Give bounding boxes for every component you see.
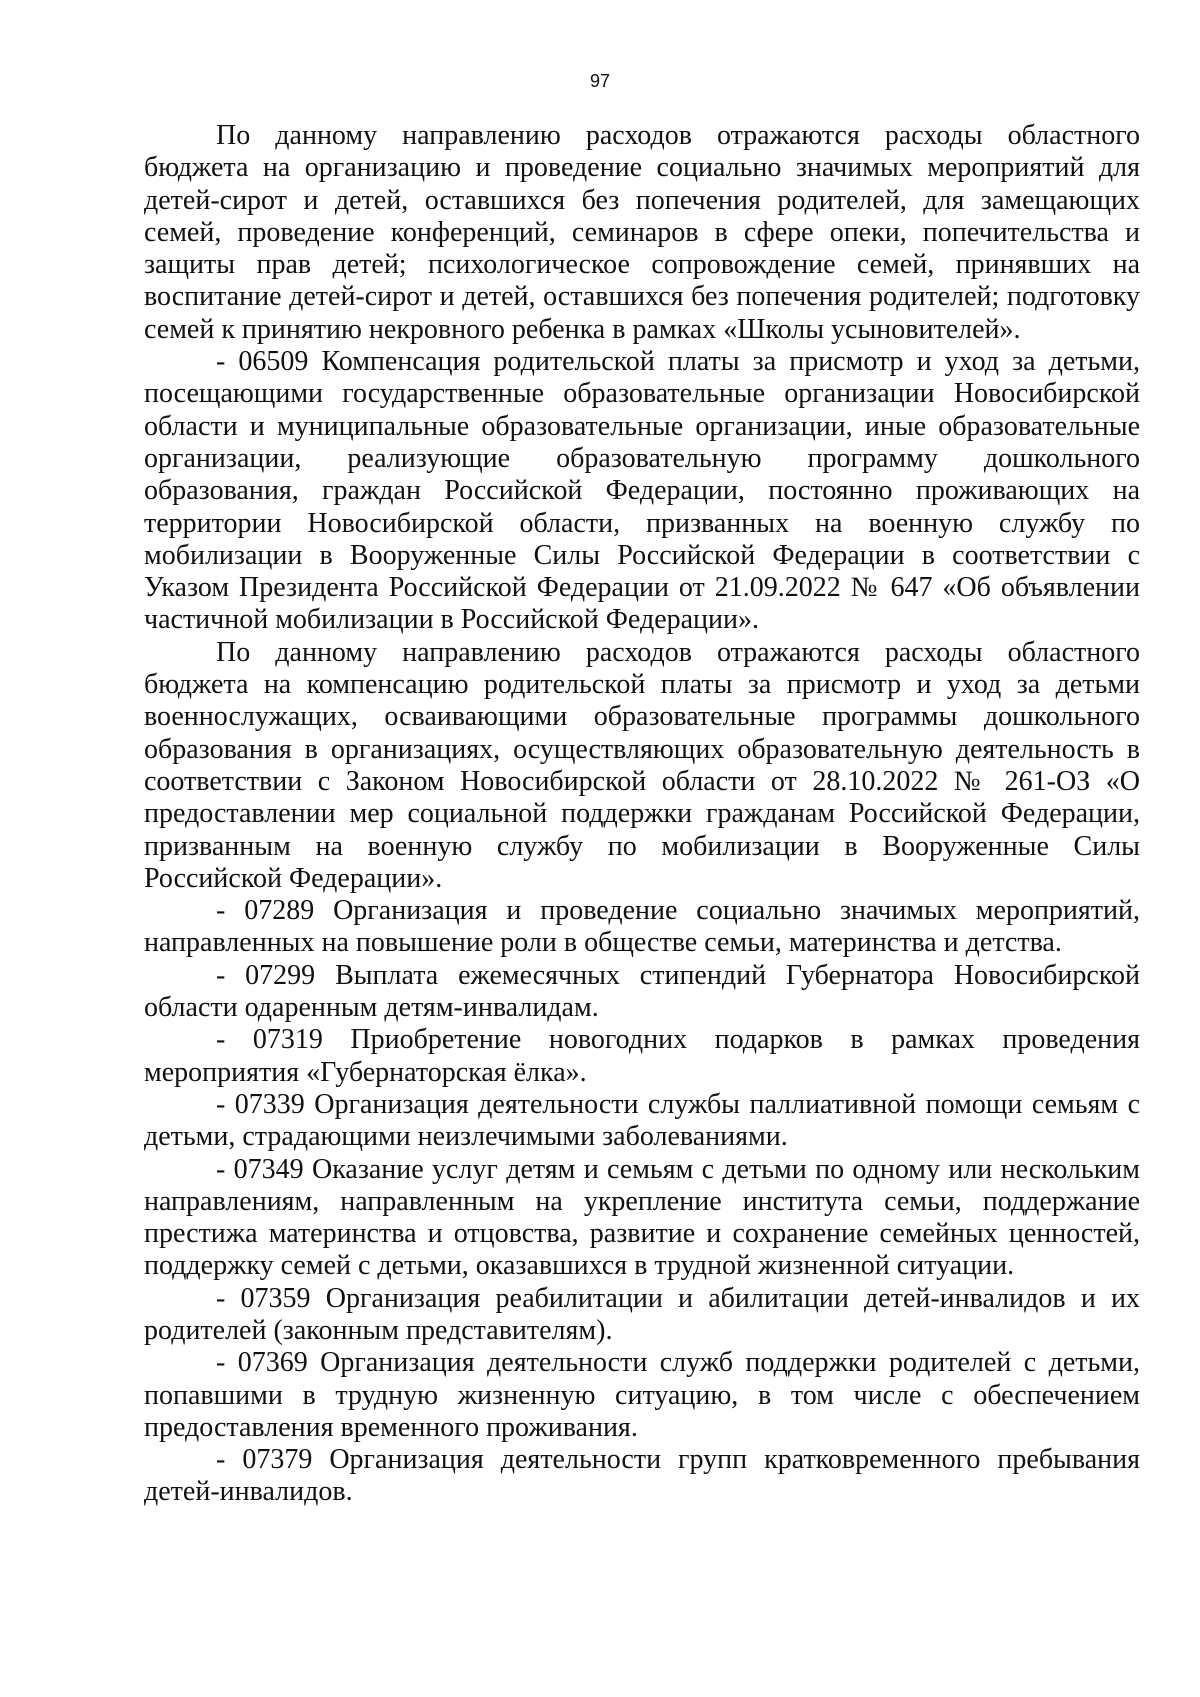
paragraph-text: По данному направлению расходов отражаются расходы областного бюджета на организацию и проведение социально значимых мероприятий для детей-сирот и детей, оставшихся без попечения родителей, для замещающих семей, проведение конференций, семинаров в сфере опеки, попечительства и защиты прав детей; психологическое сопровождение семей, принявших на воспитание детей-сирот и детей, оставшихся без попечения родителей; подготовку семей к принятию некровного ребенка в рамках «Школы усыновителей». xyxy=(144,120,1140,345)
expense-code: - 07359 xyxy=(216,1282,311,1314)
paragraph-07289 xyxy=(144,895,1140,960)
paragraph-07319 xyxy=(144,1024,1140,1089)
document-body xyxy=(144,120,1140,1509)
paragraph-intro-orphans xyxy=(144,120,1140,346)
paragraph-text: Компенсация родительской платы за присмотр и уход за детьми, посещающими государственные образовательные организации Новосибирской области и муниципальные образовательные организации, иные образовательные организации, реализующие образовательную программу дошкольного образования, граждан Российской Федерации, постоянно проживающих на территории Новосибирской области, призванных на военную службу по мобилизации в Вооруженные Силы Российской Федерации в соответствии с Указом Президента Российской Федерации от 21.09.2022 № 647 «Об объявлении частичной мобилизации в Российской Федерации». xyxy=(144,346,1140,636)
expense-code: - 07289 xyxy=(216,895,315,927)
paragraph-text: Приобретение новогодних подарков в рамках проведения мероприятия «Губернаторская ёлка». xyxy=(144,1024,1141,1088)
expense-code: - 07379 xyxy=(216,1444,313,1476)
paragraph-text: Организация деятельности службы паллиативной помощи семьям с детьми, страдающими неизлечимыми заболеваниями. xyxy=(144,1088,1140,1153)
expense-code: - 07319 xyxy=(216,1024,323,1056)
paragraph-07339 xyxy=(144,1089,1140,1154)
paragraph-text: Организация реабилитации и абилитации детей-инвалидов и их родителей (законным представителям). xyxy=(144,1282,1141,1346)
paragraph-text: Организация деятельности групп кратковременного пребывания детей-инвалидов. xyxy=(144,1444,1141,1508)
paragraph-text: По данному направлению расходов отражаются расходы областного бюджета на компенсацию родительской платы за присмотр и уход за детьми военнослужащих, осваивающими образовательные программы дошкольного образования в организациях, осуществляющих образовательную деятельность в соответствии с Законом Новосибирской области от 28.10.2022 № 261-ОЗ «О предоставлении мер социальной поддержки гражданам Российской Федерации, призванным на военную службу по мобилизации в Вооруженные Силы Российской Федерации». xyxy=(144,636,1140,894)
paragraph-text: Организация и проведение социально значимых мероприятий, направленных на повышение роли в обществе семьи, материнства и детства. xyxy=(144,895,1140,959)
paragraph-compensation-explanation xyxy=(144,637,1140,895)
paragraph-07369 xyxy=(144,1347,1140,1444)
paragraph-text: Оказание услуг детям и семьям с детьми по одному или нескольким направлениям, направленным на укрепление института семьи, поддержание престижа материнства и отцовства, развитие и сохранение семейных ценностей, поддержку семей с детьми, оказавшихся в трудной жизненной ситуации. xyxy=(144,1153,1141,1282)
paragraph-text: Выплата ежемесячных стипендий Губернатора Новосибирской области одаренным детям-инвалидам. xyxy=(144,959,1141,1024)
expense-code: - 07349 xyxy=(216,1153,304,1185)
expense-code: - 07299 xyxy=(216,959,316,991)
page-number: 97 xyxy=(589,71,611,91)
paragraph-06509 xyxy=(144,346,1140,637)
paragraph-07349 xyxy=(144,1154,1140,1283)
expense-code: - 07369 xyxy=(216,1347,308,1379)
paragraph-text: Организация деятельности служб поддержки родителей с детьми, попавшими в трудную жизненную ситуацию, в том числе с обеспечением предоставления временного проживания. xyxy=(144,1347,1140,1443)
paragraph-07299 xyxy=(144,960,1140,1025)
paragraph-07379 xyxy=(144,1444,1140,1509)
expense-code: - 07339 xyxy=(216,1088,305,1120)
paragraph-07359 xyxy=(144,1283,1140,1348)
expense-code: - 06509 xyxy=(216,346,309,378)
